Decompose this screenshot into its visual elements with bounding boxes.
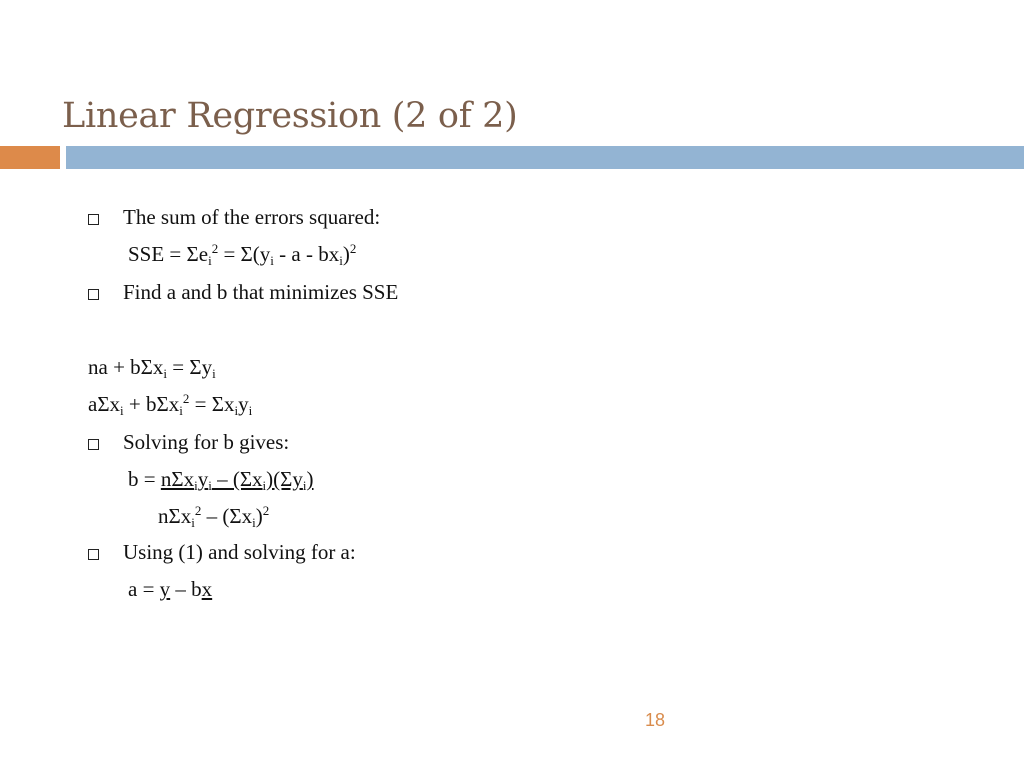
bullet-text-solving-b: Solving for b gives: [123, 430, 290, 454]
formula-b-denominator: $n\Sigma x_i^2 - (\Sigma x_i)^2$ [158, 503, 270, 530]
bullet-marker-icon [88, 439, 99, 450]
bullet-text-minimize: Find a and b that minimizes SSE [123, 280, 399, 304]
normal-equation-1: na + $b\Sigma x_i = \Sigma y_i$ [88, 355, 216, 381]
bullet-marker-icon [88, 289, 99, 300]
normal-equation-2: $a\Sigma x_i + b\Sigma x_i^2 = \Sigma x_iy_i$ [88, 391, 253, 418]
page-number: 18 [644, 710, 666, 730]
formula-a: a = y – bx [128, 577, 213, 601]
bullet-text-solving-a: Using (1) and solving for a: [123, 540, 356, 564]
title-accent-blue-bar [66, 146, 1024, 169]
formula-b-numerator: $b = n\Sigma x_iy_i - (\Sigma x_i)(\Sigma y_i)$ [128, 467, 314, 493]
formula-sse: SSE = $\Sigma e_i^2 = \Sigma(y_i - a - bx_i)^2$ [128, 241, 357, 268]
title-accent-orange-bar [0, 146, 60, 169]
bullet-text-sum-errors: The sum of the errors squared: [123, 205, 381, 229]
bullet-marker-icon [88, 549, 99, 560]
bullet-marker-icon [88, 214, 99, 225]
slide-title: Linear Regression (2 of 2) [62, 96, 518, 136]
